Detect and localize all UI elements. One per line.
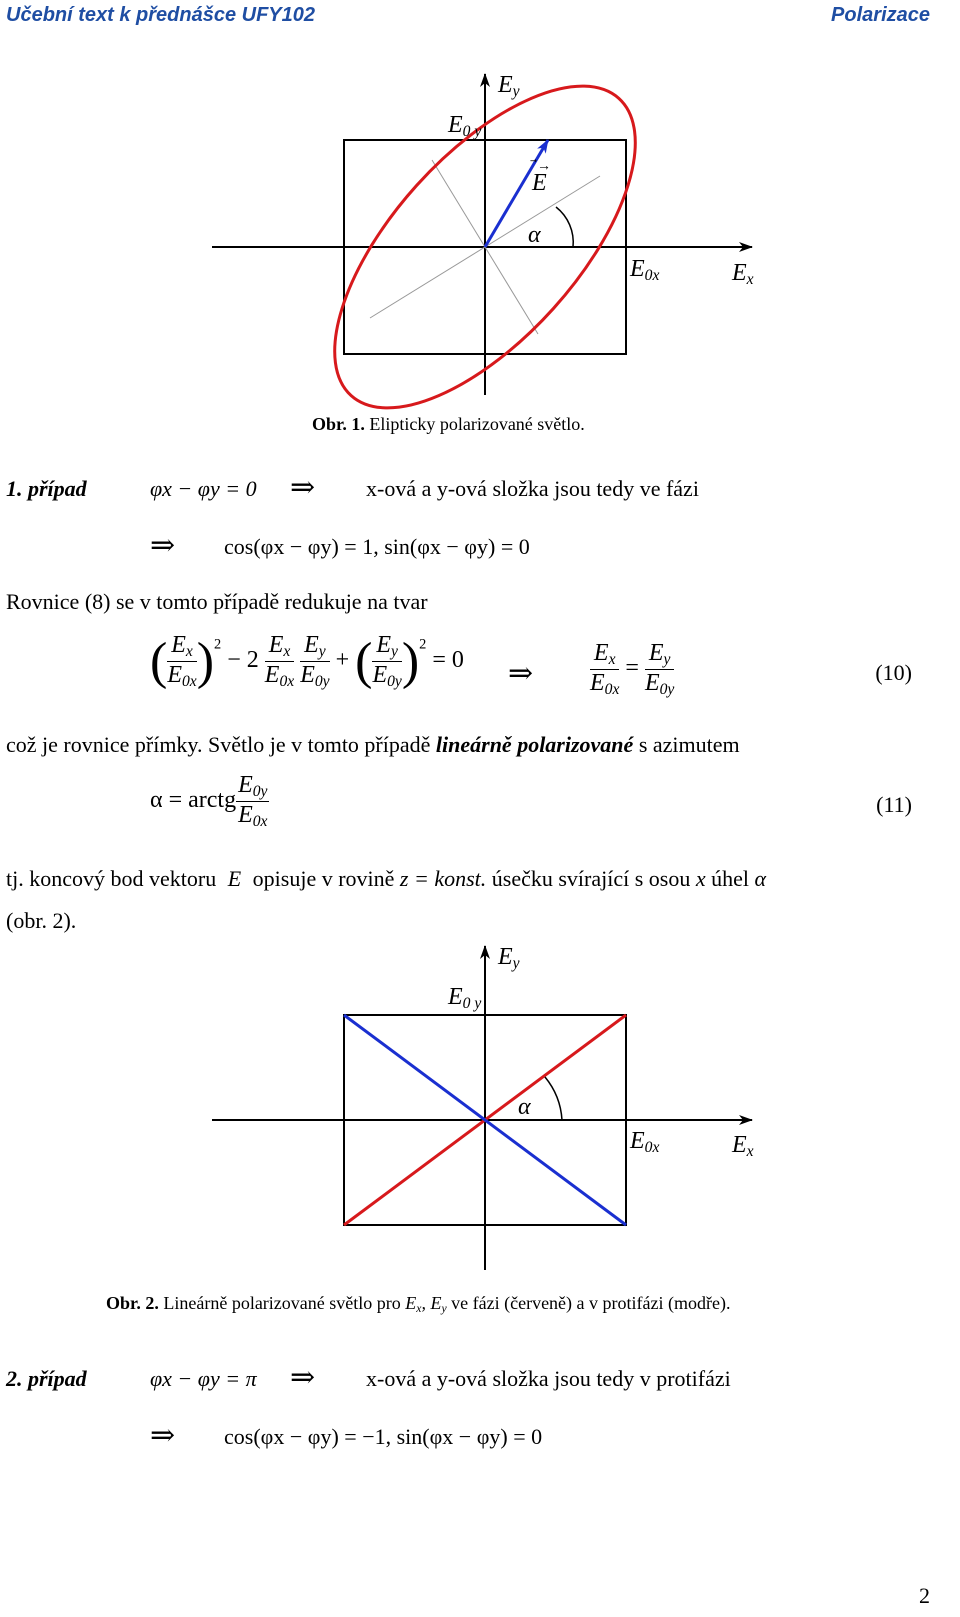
implies-arrow: ⇒: [290, 1361, 316, 1394]
equation-10-result: $\frac{E_x}{E_{0x}}$ = $\frac{E_y}{E_{0y}}$: [590, 640, 675, 698]
header-title: Učební text k přednášce UFY102: [6, 4, 316, 26]
label-Ex: $E_x$: [732, 260, 754, 288]
label-alpha: α: [528, 222, 541, 248]
equation-10: ( $\frac{E_x}{E_{0x}}$ )$^2$ − 2 $\frac{E_x}{E_{0x}}$ $\frac{E_y}{E_{0y}}$ + ( $\frac{E_y}{E_{0y}}$ )$^2$ = 0: [150, 632, 464, 690]
paragraph-2: což je rovnice přímky. Světlo je v tomto případě lineárně polarizované s azimutem: [6, 732, 740, 757]
page-number: 2: [919, 1583, 930, 1608]
implies-arrow: ⇒: [290, 471, 316, 504]
equation-11-number: (11): [876, 792, 912, 817]
case-2-text: x-ová a y-ová složka jsou tedy v protifázi: [366, 1366, 731, 1391]
case-2-heading: 2. případ: [6, 1366, 87, 1391]
vector-arrow-accent: ⃗→: [537, 159, 551, 174]
equation-10-number: (10): [875, 660, 912, 685]
header-section: Polarizace: [831, 4, 930, 26]
label-E0x: $E_{0x}$: [630, 1128, 660, 1156]
implies-arrow: ⇒: [150, 1419, 176, 1452]
case-1-condition: φx − φy = 0: [150, 476, 257, 501]
figure-2-caption: Obr. 2. Lineárně polarizované světlo pro $E_x$, $E_y$ ve fázi (červeně) a v protifázi (modře).: [106, 1293, 731, 1315]
implies-arrow: ⇒: [150, 529, 176, 562]
label-Ex: $E_x$: [732, 1132, 754, 1160]
label-E0y: $E_{0 y}$: [448, 112, 482, 140]
label-vector-E: E: [532, 170, 547, 196]
case-1-implication: cos(φx − φy) = 1, sin(φx − φy) = 0: [224, 534, 530, 559]
label-E0y: $E_{0 y}$: [448, 984, 482, 1012]
implies-arrow: ⇒: [508, 657, 534, 690]
paragraph-3: tj. koncový bod vektoru E opisuje v rovině z = konst. úsečku svírající s osou x úhel α: [6, 866, 767, 891]
label-alpha: α: [518, 1094, 531, 1120]
case-2-implication: cos(φx − φy) = −1, sin(φx − φy) = 0: [224, 1424, 543, 1449]
label-Ey: $E_y$: [498, 944, 520, 972]
label-E0x: $E_{0x}$: [630, 256, 660, 284]
alpha-arc: [545, 1077, 562, 1120]
case-2-condition: φx − φy = π: [150, 1366, 257, 1391]
case-1-text: x-ová a y-ová složka jsou tedy ve fázi: [366, 476, 699, 501]
case-1-heading: 1. případ: [6, 476, 87, 501]
paragraph-1: Rovnice (8) se v tomto případě redukuje na tvar: [6, 589, 428, 614]
figure-1-caption: Obr. 1. Elipticky polarizované světlo.: [312, 414, 585, 434]
paragraph-3-line-2: (obr. 2).: [6, 908, 77, 933]
equation-11: α = arctg $\frac{E_{0y}}{E_{0x}}$: [150, 772, 268, 830]
label-Ey: $E_y$: [498, 72, 520, 100]
